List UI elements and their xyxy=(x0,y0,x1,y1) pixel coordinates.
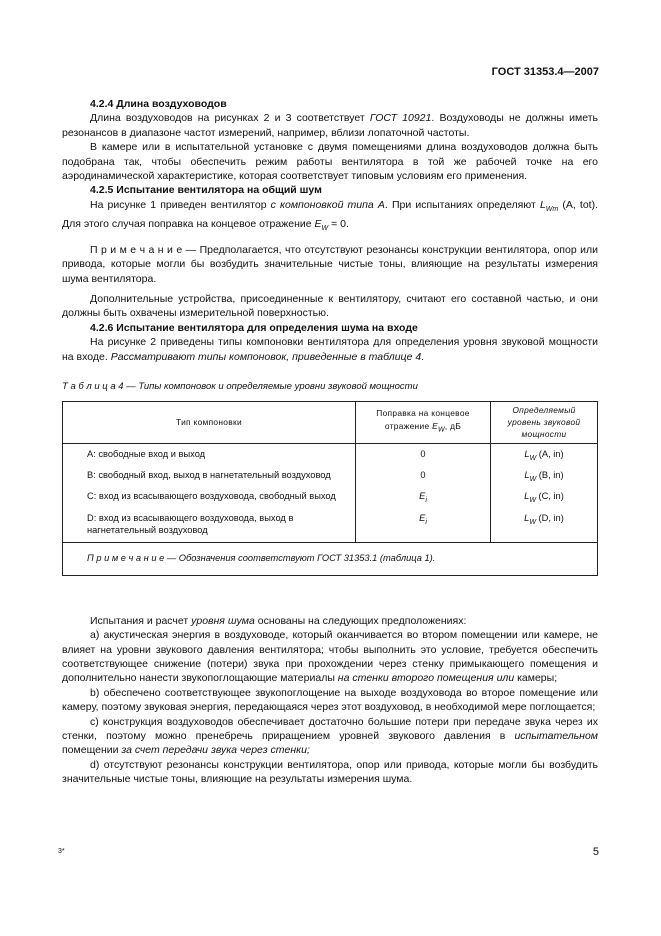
cell-level xyxy=(491,488,598,509)
section-heading-4-2-5: 4.2.5 Испытание вентилятора на общий шум xyxy=(90,184,322,197)
table-row xyxy=(63,510,598,543)
text: (A, in) xyxy=(536,448,564,459)
cell-level xyxy=(491,443,598,467)
cell-level xyxy=(491,510,598,543)
text: На рисунке 2 приведены типы компоновки вентилятора для определения уровня звуковой мощности на входе. xyxy=(62,336,598,363)
sheet-mark: 3* xyxy=(58,848,65,855)
table-note xyxy=(62,543,598,575)
symbol: E xyxy=(432,420,438,431)
emphasis: на стенки второго помещения или xyxy=(337,672,515,685)
symbol: E xyxy=(419,512,426,523)
page-number: 5 xyxy=(592,846,599,858)
symbol: L xyxy=(524,512,530,523)
text: Испытания и расчет xyxy=(90,614,192,627)
symbol: L xyxy=(524,448,530,459)
text: . При испытаниях определяют xyxy=(384,198,540,211)
note-label: П р и м е ч а н и е xyxy=(90,243,183,256)
cell-type: С: вход из всасывающего воздуховода, свободный выход xyxy=(63,488,356,509)
text: , дБ xyxy=(444,420,462,431)
column-header-type: Тип компоновки xyxy=(63,401,356,443)
cell-correction xyxy=(356,510,491,543)
caption-text: — Типы компоновок и определяемые уровни звуковой мощности xyxy=(123,381,418,393)
list-item xyxy=(62,628,598,686)
standard-reference: ГОСТ 10921 xyxy=(369,112,432,125)
subscript: W xyxy=(529,497,536,505)
paragraph xyxy=(62,335,598,364)
table-caption xyxy=(62,380,598,394)
text: а) акустическая энергия в воздуховоде, который оканчивается во втором помещении или камере, не влияет на уровни звукового давления вентилятора; чтобы выполнить это условие, требуется обеспечить соответствующее снижение (потери) звука при прохождении через стенку примыкающего помещения и дополнительно нанести звукопоглощающие материалы xyxy=(62,629,598,685)
section-heading-4-2-4: 4.2.4 Длина воздуховодов xyxy=(90,98,227,110)
emphasis: с компоновкой типа А xyxy=(270,198,385,211)
page-body xyxy=(62,97,598,787)
table-row xyxy=(63,443,598,467)
paragraph xyxy=(62,614,598,628)
cell-correction: 0 xyxy=(356,467,491,488)
symbol: L xyxy=(524,491,530,502)
note-text: — Обозначения соответствуют ГОСТ 31353.1 (таблица 1). xyxy=(164,553,436,564)
list-item: b) обеспечено соответствующее звукопоглощение на выходе воздуховода во второе помещение или камеру, поэтому звуковая энергия, передающаяся через этот воздуховод, в необходимой мере поглощается; xyxy=(62,686,598,714)
paragraph: В камере или в испытательной установке с двумя помещениями длина воздуховодов должна быть подобрана так, чтобы обеспечить режим работы вентилятора в той же рабочей точке на его аэродинамической характеристике, которая соответствует типовым условиям его применения. xyxy=(62,141,598,183)
text: . xyxy=(421,350,425,363)
table-4 xyxy=(62,401,598,544)
emphasis: Рассматривают типы компоновок, приведенные в таблице 4 xyxy=(110,350,422,363)
note-label: П р и м е ч а н и е xyxy=(87,553,165,564)
paragraph: Дополнительные устройства, присоединенные к вентилятору, считают его составной частью, и они должны быть охвачены измерительной поверхностью. xyxy=(62,293,598,320)
text: камеры; xyxy=(514,672,558,685)
caption-label: Т а б л и ц а 4 xyxy=(62,381,124,393)
table-header-row xyxy=(63,401,598,443)
emphasis: испытательном xyxy=(514,729,598,742)
paragraph xyxy=(62,111,598,140)
list-item: d) отсутствуют резонансы конструкции вентилятора, опор или привода, которые могли бы возбудить значительные чистые тоны, влияющие на результаты измерения шума. xyxy=(62,758,598,786)
symbol: L xyxy=(524,469,530,480)
text: Поправка на концевое отражение xyxy=(376,408,470,431)
cell-level xyxy=(491,467,598,488)
text: = 0. xyxy=(328,218,349,231)
paragraph xyxy=(62,198,598,237)
subscript: W xyxy=(437,426,445,434)
table-row xyxy=(63,467,598,488)
text: основаны на следующих предположениях: xyxy=(254,614,467,627)
text: с) конструкция воздуховодов обеспечивает достаточно большие потери при передаче звука через их стенки, поэтому можно пренебречь приращением уровней звукового давления в xyxy=(62,715,598,742)
note-paragraph xyxy=(62,243,598,286)
subscript: i xyxy=(425,518,427,526)
text: На рисунке 1 приведен вентилятор xyxy=(90,198,271,211)
note-text: — Предполагается, что отсутствуют резонансы конструкции вентилятора, опор или привода, которые могли бы возбудить значительные чистые тоны, влияющие на результаты измерения шума вентилятора. xyxy=(62,243,598,285)
emphasis: уровня шума xyxy=(191,614,255,627)
text: Длина воздуховодов на рисунках 2 и 3 соответствует xyxy=(90,112,370,125)
subscript: Wm xyxy=(545,205,559,213)
emphasis: за счет передачи звука через стенки; xyxy=(121,744,310,757)
subscript: W xyxy=(529,475,537,483)
symbol: E xyxy=(314,218,322,231)
table-row xyxy=(63,488,598,509)
section-heading-4-2-6: 4.2.6 Испытание вентилятора для определения шума на входе xyxy=(90,321,418,334)
text: (D, in) xyxy=(535,512,564,523)
document-id: ГОСТ 31353.4—2007 xyxy=(491,66,599,78)
subscript: W xyxy=(529,454,537,462)
symbol: E xyxy=(419,491,426,502)
subscript: i xyxy=(425,497,427,505)
cell-type: А: свободные вход и выход xyxy=(63,443,356,467)
list-item xyxy=(62,715,598,758)
text: . Воздуховоды не должны иметь резонансов в диапазоне частот измерений, например, вблизи лопаточной частоты. xyxy=(62,112,598,139)
cell-type: В: свободный вход, выход в нагнетательный воздуховод xyxy=(63,467,356,488)
cell-correction xyxy=(356,488,491,509)
text: (B, in) xyxy=(536,469,564,480)
text: (A, tot). Для этого случая поправка на концевое отражение xyxy=(62,198,599,231)
symbol: L xyxy=(539,198,546,211)
cell-type: D: вход из всасывающего воздуховода, выход в нагнетательный воздуховод xyxy=(63,510,356,543)
text: (C, in) xyxy=(535,491,564,502)
cell-correction: 0 xyxy=(356,443,491,467)
column-header-correction xyxy=(356,401,491,443)
text: помещении xyxy=(62,744,122,757)
subscript: W xyxy=(321,225,329,233)
column-header-level: Определяемый уровень звуковой мощности xyxy=(491,401,598,443)
subscript: W xyxy=(529,518,536,526)
